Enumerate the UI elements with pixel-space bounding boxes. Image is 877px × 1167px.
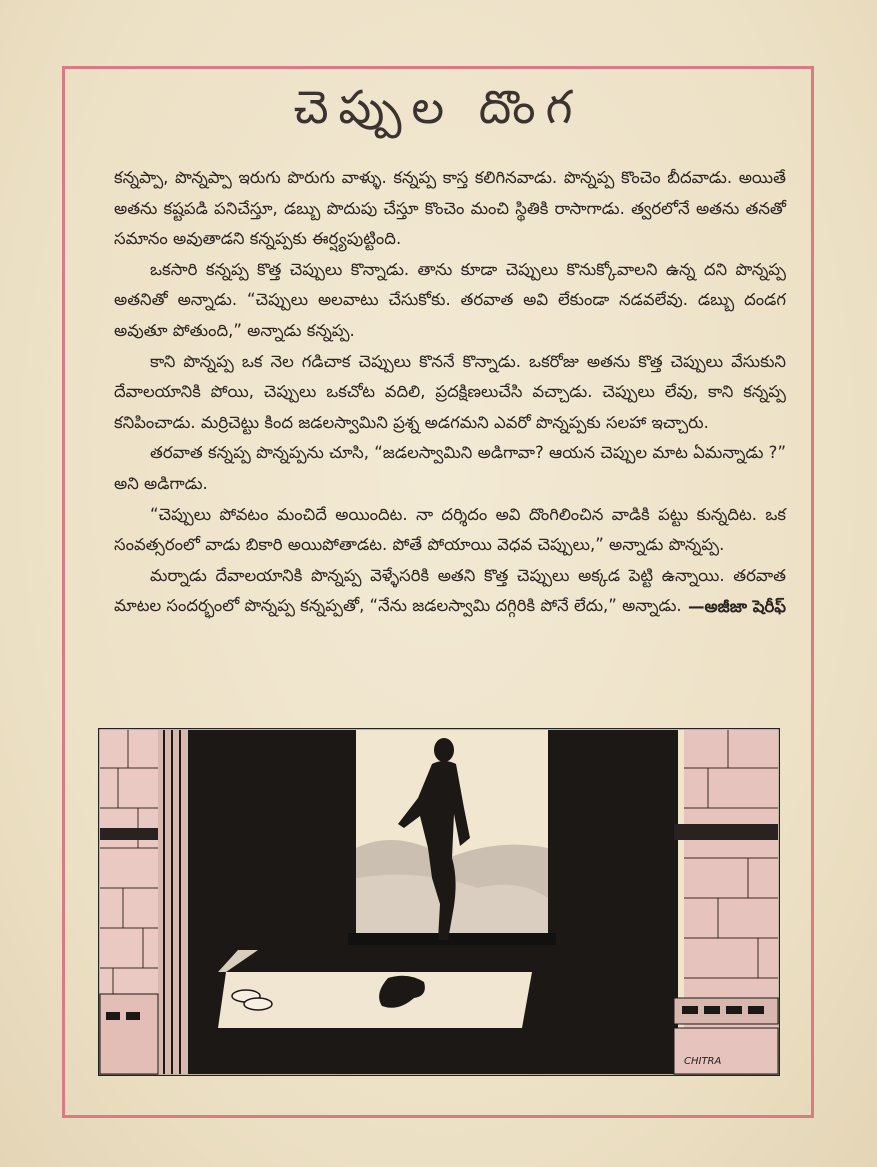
right-pillar <box>674 730 778 1074</box>
artist-signature: CHITRA <box>684 1056 722 1067</box>
paragraph-2: ఒకసారి కన్నప్ప కొత్త చెప్పులు కొన్నాడు. తాను కూడా చెప్పులు కొనుక్కోవాలని ఉన్న దని పొన్నప్ప అతనితో అన్నాడు. “చెప్పులు అలవాటు చేసుకోకు. తరవాత అవి లేకుండా నడవలేవు. డబ్బు దండగ అవుతూ పోతుంది,” అన్నాడు కన్నప్ప. <box>114 259 786 340</box>
paragraph-6: మర్నాడు దేవాలయానికి పొన్నప్ప వెళ్ళేసరికి అతని కొత్త చెప్పులు అక్కడ పెట్టి ఉన్నాయి. తరవాత మాటల సందర్భంలో పొన్నప్ప కన్నప్పతో, “నేను జడలస్వామి దగ్గిరికి పోనే లేదు,” అన్నాడు. <box>114 565 786 616</box>
story-body <box>114 163 786 623</box>
story-title: చెప్పుల దొంగ <box>293 80 583 134</box>
story-illustration <box>98 728 780 1076</box>
paragraph-4: తరవాత కన్నప్ప పొన్నప్పను చూసి, “జడలస్వామిని అడిగావా? ఆయన చెప్పుల మాట ఏమన్నాడు ?” అని అడిగాడు. <box>114 443 786 493</box>
temple-scene-drawing <box>98 728 780 1076</box>
paragraph-3: కాని పొన్నప్ప ఒక నెల గడిచాక చెప్పులు కొననే కొన్నాడు. ఒకరోజు అతను కొత్త చెప్పులు వేసుకుని దేవాలయానికి పోయి, చెప్పులు ఒకచోట వదిలి, ప్రదక్షిణలుచేసి వచ్చాడు. చెప్పులు లేవు, కాని కన్నప్ప కనిపించాడు. మర్రిచెట్టు కింద జడలస్వామిని ప్రశ్న అడగమని ఎవరో పొన్నప్పకు సలహా ఇచ్చారు. <box>114 351 786 432</box>
paragraph-1: కన్నప్పా, పొన్నప్పా ఇరుగు పొరుగు వాళ్ళు. కన్నప్ప కాస్త కలిగినవాడు. పొన్నప్ప కొంచెం బీదవాడు. అయితే అతను కష్టపడి పనిచేస్తూ, డబ్బు పొదుపు చేస్తూ కొంచెం మంచి స్థితికి రాసాగాడు. త్వరలోనే అతను తనతో సమానం అవుతాడని కన్నప్పకు ఈర్ష్యపుట్టింది. <box>114 168 786 249</box>
author-credit: —అజీజా షెరీఫ్ <box>687 596 786 616</box>
paragraph-5: “చెప్పులు పోవటం మంచిదే అయిందిట. నా దర్శిదం అవి దొంగిలించిన వాడికి పట్టు కున్నదిట. ఒక సంవత్సరంలో వాడు బికారి అయిపోతాడట. పోతే పోయాయి వెధవ చెప్పులు,” అన్నాడు పొన్నప్ప. <box>114 504 786 555</box>
